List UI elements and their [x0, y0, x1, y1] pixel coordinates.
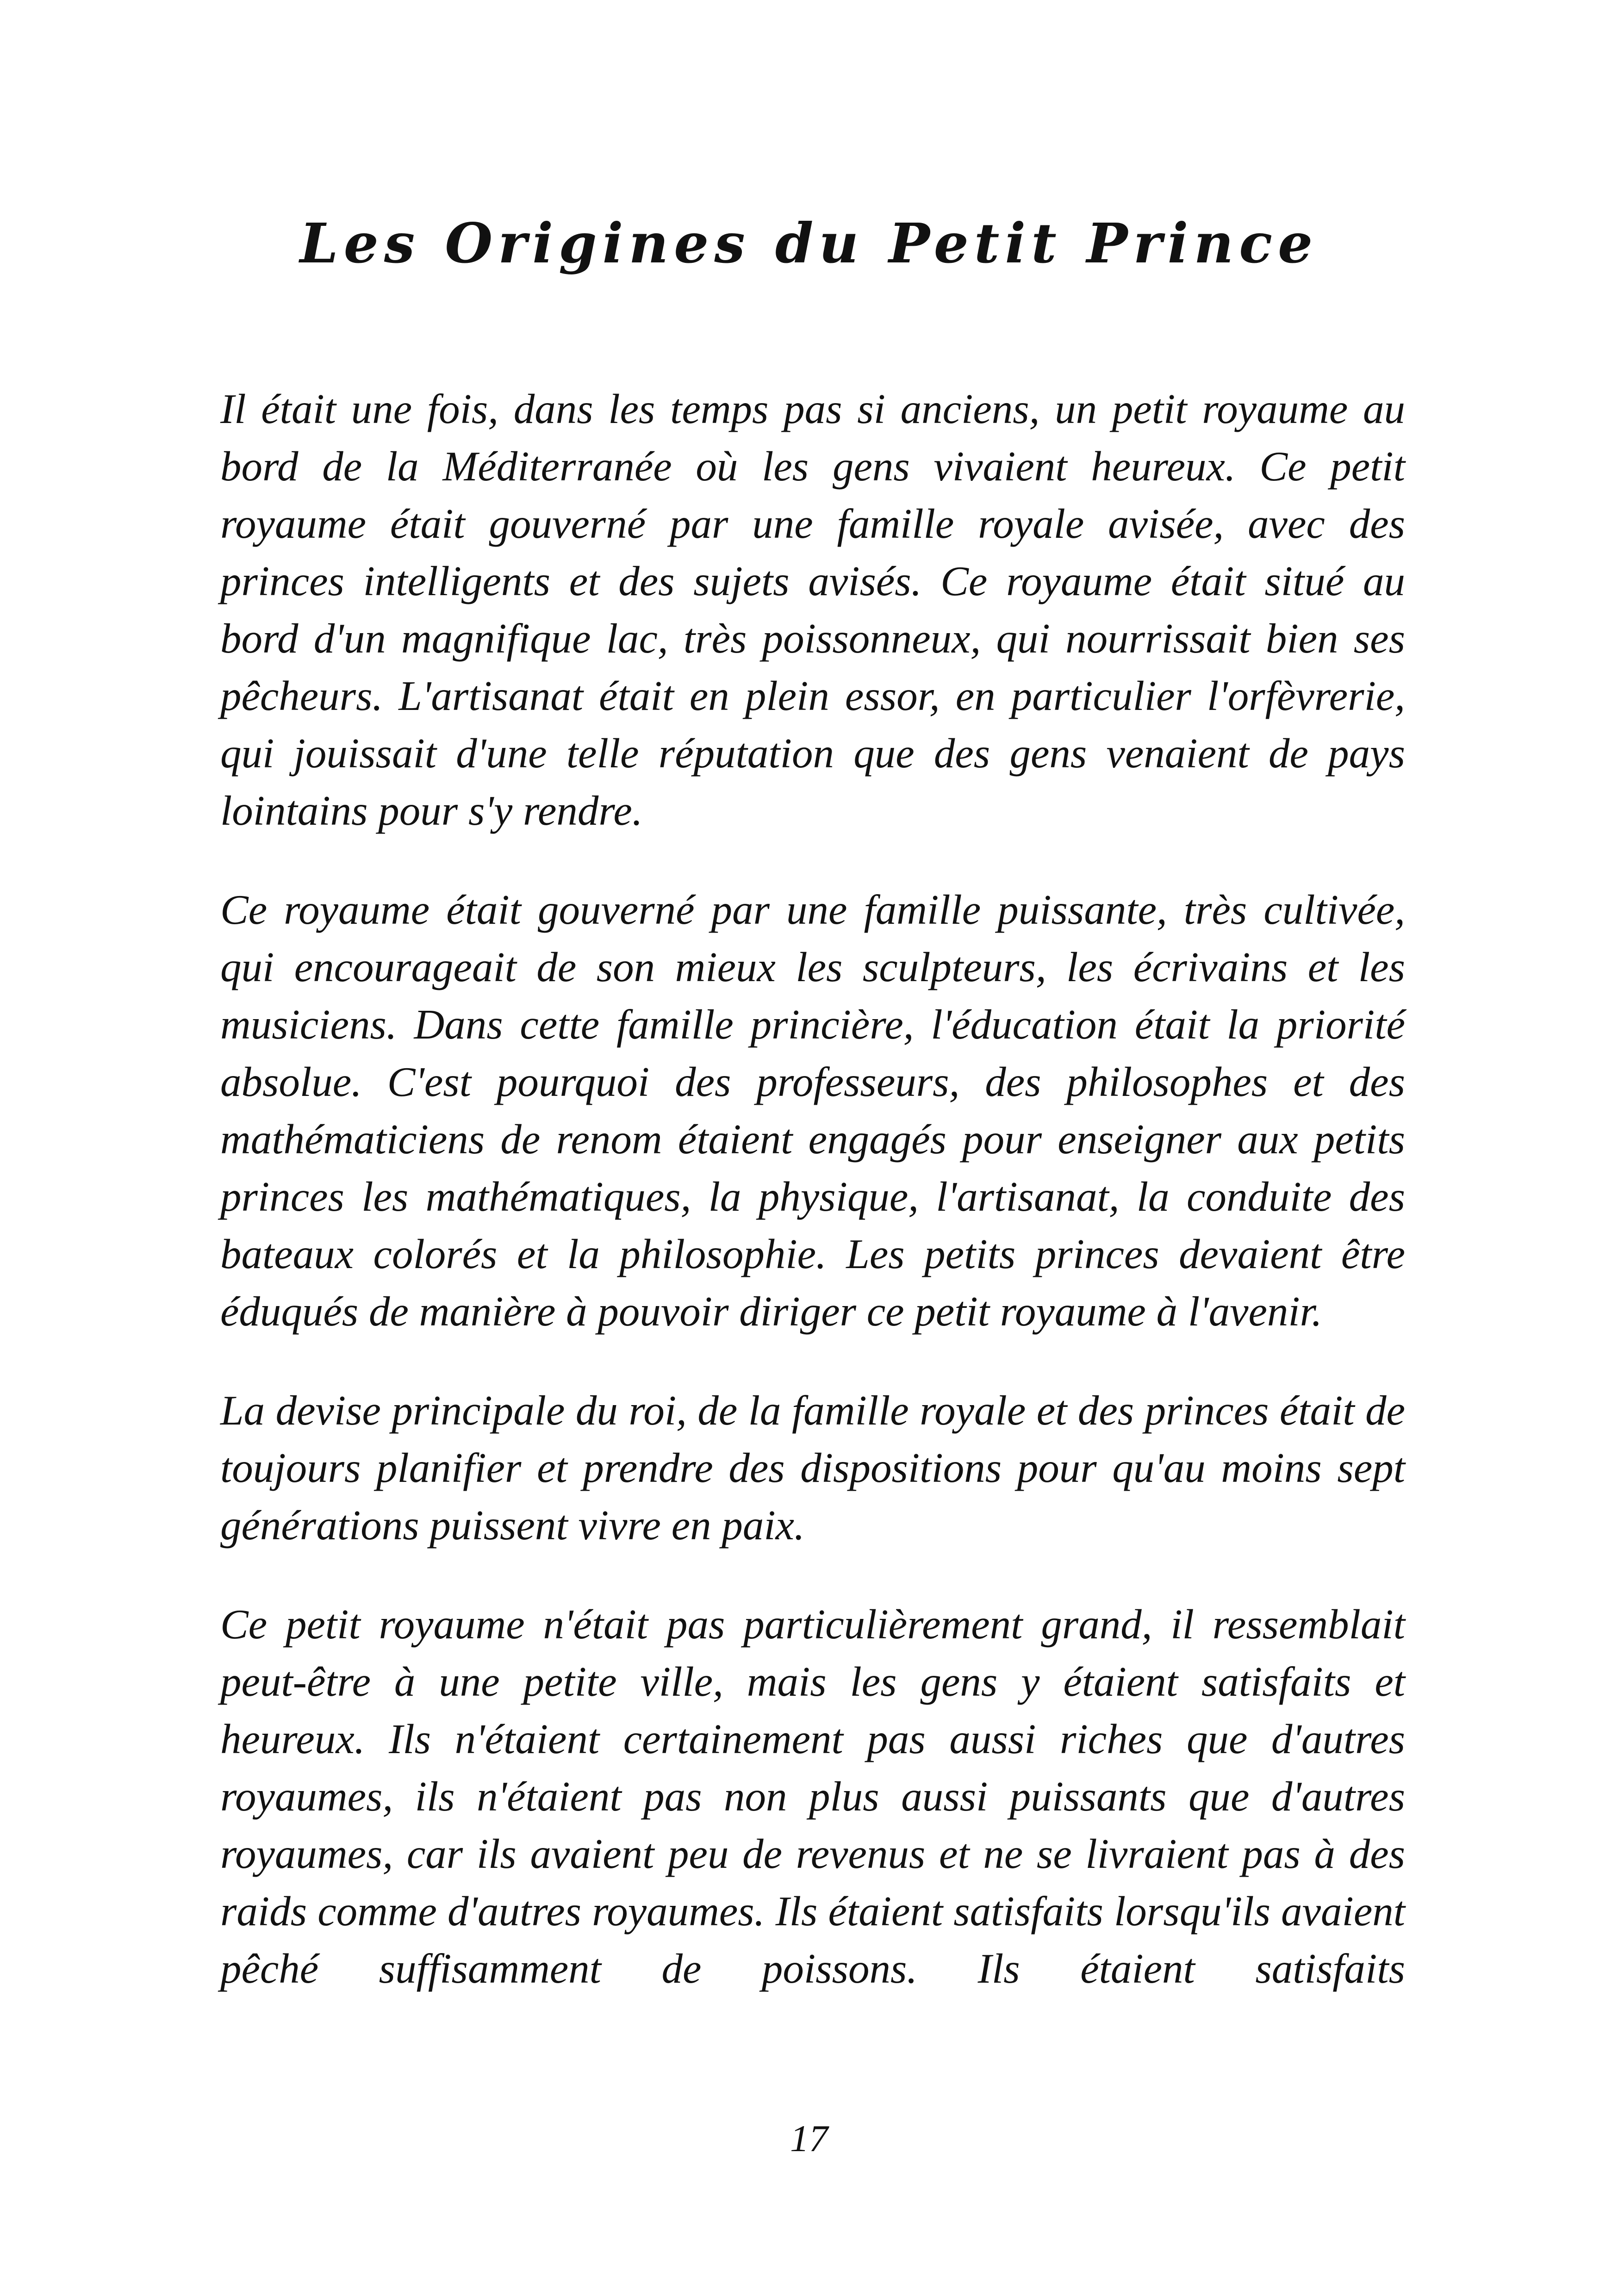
- paragraph-4: Ce petit royaume n'était pas particulièrement grand, il ressemblait peut-être à une petite ville, mais les gens y étaient satisfaits et heureux. Ils n'étaient certainement pas aussi riches que d'autres royaumes, ils n'étaient pas non plus aussi puissants que d'autres royaumes, car ils avaient peu de revenus et ne se livraient pas à des raids comme d'autres royaumes. Ils étaient satisfaits lorsqu'ils avaient pêché suffisamment de poissons. Ils étaient satisfaits: [220, 1601, 1405, 1992]
- chapter-title: Les Origines du Petit Prince: [299, 211, 1319, 275]
- page-number: 17: [790, 2117, 828, 2159]
- chapter-body: [220, 380, 1405, 1997]
- paragraph-1: Il était une fois, dans les temps pas si anciens, un petit royaume au bord de la Méditerranée où les gens vivaient heureux. Ce petit royaume était gouverné par une famille royale avisée, avec des princes intelligents et des sujets avisés. Ce royaume était situé au bord d'un magnifique lac, très poissonneux, qui nourrissait bien ses pêcheurs. L'artisanat était en plein essor, en particulier l'orfèvrerie, qui jouissait d'une telle réputation que des gens venaient de pays lointains pour s'y rendre.: [220, 386, 1405, 834]
- paragraph-3: La devise principale du roi, de la famille royale et des princes était de toujours planifier et prendre des dispositions pour qu'au moins sept générations puissent vivre en paix.: [220, 1387, 1405, 1549]
- paragraph-2: Ce royaume était gouverné par une famille puissante, très cultivée, qui encourageait de son mieux les sculpteurs, les écrivains et les musiciens. Dans cette famille princière, l'éducation était la priorité absolue. C'est pourquoi des professeurs, des philosophes et des mathématiciens de renom étaient engagés pour enseigner aux petits princes les mathématiques, la physique, l'artisanat, la conduite des bateaux colorés et la philosophie. Les petits princes devaient être éduqués de manière à pouvoir diriger ce petit royaume à l'avenir.: [220, 886, 1405, 1335]
